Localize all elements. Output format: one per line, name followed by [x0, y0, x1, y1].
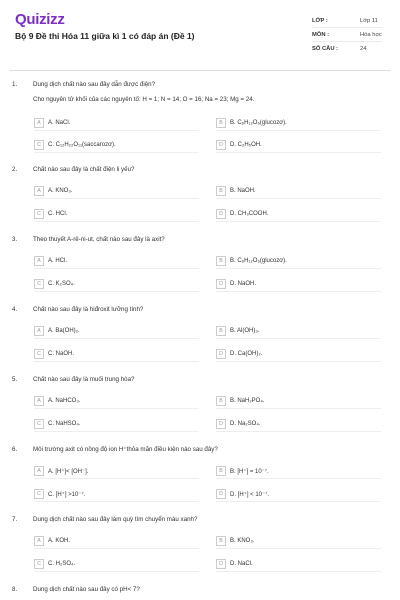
- option-a[interactable]: [34, 326, 80, 336]
- option-text: C. HCl.: [48, 211, 68, 217]
- option-underline: [216, 501, 381, 502]
- option-text: A. NaHCO₃.: [48, 398, 81, 404]
- option-underline: [34, 291, 199, 292]
- meta-label: MÔN :: [312, 31, 330, 38]
- option-text: D. Na₂SO₄.: [230, 421, 261, 427]
- option-text: C. H₂SO₄.: [48, 561, 76, 567]
- option-underline: [216, 152, 381, 153]
- quizizz-logo: Quizizz: [15, 11, 65, 28]
- option-text: B. KNO₃.: [230, 538, 255, 544]
- option-letter-box: D: [216, 489, 226, 499]
- meta-table: [312, 14, 382, 55]
- option-text: C. NaHSO₄.: [48, 421, 81, 427]
- option-letter-box: A: [34, 466, 44, 476]
- option-letter-box: D: [216, 349, 226, 359]
- option-underline: [34, 571, 199, 572]
- option-underline: [34, 548, 199, 549]
- option-d[interactable]: [216, 489, 269, 499]
- meta-value: 24: [360, 45, 367, 52]
- option-text: B. NaH₂PO₄.: [230, 398, 265, 404]
- option-letter-box: A: [34, 256, 44, 266]
- option-d[interactable]: [216, 349, 262, 359]
- meta-label: SỐ CÂU :: [312, 45, 339, 52]
- meta-row-subject: [312, 28, 382, 42]
- option-underline: [34, 152, 199, 153]
- option-letter-box: C: [34, 419, 44, 429]
- question-description: Cho nguyên tử khối của các nguyên tố: H = 1; N = 14; O = 16; Na = 23; Mg = 24.: [33, 96, 255, 103]
- question-text: Dung dịch chất nào sau đây làm quỳ tím chuyển màu xanh?: [33, 516, 198, 523]
- question-text: Theo thuyết A-rê-ni-ut, chất nào sau đây là axit?: [33, 236, 165, 243]
- question-text: Dung dịch chất nào sau đây có pH< 7?: [33, 586, 140, 593]
- option-underline: [216, 338, 381, 339]
- option-letter-box: D: [216, 419, 226, 429]
- option-underline: [216, 291, 381, 292]
- option-letter-box: C: [34, 209, 44, 219]
- question-number: 7.: [12, 516, 18, 523]
- document-header: [0, 0, 400, 70]
- option-a[interactable]: [34, 466, 89, 476]
- option-d[interactable]: [216, 419, 260, 429]
- option-letter-box: C: [34, 140, 44, 150]
- option-d[interactable]: [216, 209, 268, 219]
- question-text: Chất nào sau đây là muối trung hòa?: [33, 376, 135, 383]
- option-underline: [216, 548, 381, 549]
- option-underline: [216, 408, 381, 409]
- meta-row-count: [312, 42, 382, 55]
- option-text: D. C₂H₅OH.: [230, 142, 262, 148]
- option-letter-box: A: [34, 186, 44, 196]
- option-b[interactable]: [216, 326, 259, 336]
- option-letter-box: B: [216, 118, 226, 128]
- question-number: 5.: [12, 376, 18, 383]
- option-letter-box: D: [216, 559, 226, 569]
- option-letter-box: B: [216, 186, 226, 196]
- option-underline: [34, 478, 199, 479]
- option-letter-box: C: [34, 489, 44, 499]
- question-number: 1.: [12, 81, 18, 88]
- option-underline: [34, 408, 199, 409]
- option-letter-box: D: [216, 140, 226, 150]
- option-letter-box: B: [216, 536, 226, 546]
- option-text: A. KNO₃.: [48, 188, 73, 194]
- option-underline: [34, 268, 199, 269]
- question-number: 6.: [12, 446, 18, 453]
- option-c[interactable]: [34, 349, 74, 359]
- option-letter-box: A: [34, 118, 44, 128]
- option-text: A. HCl.: [48, 258, 68, 264]
- option-text: A. [H⁺]< [OH⁻].: [48, 468, 89, 475]
- option-underline: [34, 130, 199, 131]
- option-c[interactable]: [34, 489, 85, 499]
- option-c[interactable]: [34, 140, 116, 150]
- question-number: 4.: [12, 306, 18, 313]
- option-c[interactable]: [34, 279, 75, 289]
- option-text: D. [H⁺] < 10⁻⁷.: [230, 491, 270, 498]
- option-a[interactable]: [34, 536, 70, 546]
- option-underline: [216, 221, 381, 222]
- option-text: C. C₁₂H₂₂O₁₁(saccarozơ).: [48, 142, 116, 148]
- option-c[interactable]: [34, 559, 75, 569]
- option-b[interactable]: [216, 466, 269, 476]
- option-text: D. NaOH.: [230, 281, 257, 287]
- option-underline: [216, 571, 381, 572]
- option-underline: [216, 478, 381, 479]
- option-text: A. Ba(OH)₂.: [48, 328, 80, 334]
- question-number: 3.: [12, 236, 18, 243]
- option-underline: [34, 221, 199, 222]
- document-title: Bộ 9 Đề thi Hóa 11 giữa kì 1 có đáp án (Đề 1): [15, 31, 195, 41]
- option-text: B. [H⁺] = 10⁻⁷.: [230, 468, 269, 475]
- option-letter-box: B: [216, 396, 226, 406]
- option-text: D. Ca(OH)₂.: [230, 351, 263, 357]
- option-letter-box: D: [216, 279, 226, 289]
- option-letter-box: C: [34, 349, 44, 359]
- option-b[interactable]: [216, 256, 287, 266]
- option-a[interactable]: [34, 396, 80, 406]
- meta-value: Lớp 11: [360, 17, 378, 24]
- question-number: 8.: [12, 586, 18, 593]
- option-letter-box: D: [216, 209, 226, 219]
- option-b[interactable]: [216, 118, 287, 128]
- option-text: B. C₆H₁₂O₆(glucozơ).: [230, 120, 287, 126]
- option-text: D. NaCl.: [230, 561, 253, 567]
- option-a[interactable]: [34, 118, 70, 128]
- option-letter-box: A: [34, 326, 44, 336]
- meta-value: Hóa học: [360, 31, 382, 38]
- question-text: Chất nào sau đây là chất điện li yếu?: [33, 166, 135, 173]
- option-letter-box: A: [34, 536, 44, 546]
- option-letter-box: C: [34, 559, 44, 569]
- option-underline: [34, 338, 199, 339]
- option-c[interactable]: [34, 419, 80, 429]
- header-divider: [10, 70, 390, 71]
- option-b[interactable]: [216, 396, 264, 406]
- option-c[interactable]: [34, 209, 67, 219]
- option-d[interactable]: [216, 140, 262, 150]
- option-text: A. NaCl.: [48, 120, 71, 126]
- option-underline: [216, 198, 381, 199]
- option-underline: [216, 130, 381, 131]
- option-underline: [34, 431, 199, 432]
- question-text: Dung dịch chất nào sau đây dẫn được điện?: [33, 81, 156, 88]
- option-a[interactable]: [34, 256, 67, 266]
- meta-row-class: [312, 14, 382, 28]
- option-underline: [34, 501, 199, 502]
- question-text: Chất nào sau đây là hiđroxit lưỡng tính?: [33, 306, 144, 313]
- option-text: A. KOH.: [48, 538, 71, 544]
- option-underline: [34, 361, 199, 362]
- option-b[interactable]: [216, 536, 254, 546]
- option-letter-box: B: [216, 256, 226, 266]
- question-number: 2.: [12, 166, 18, 173]
- option-text: C. [H⁺] >10⁻⁷.: [48, 491, 86, 498]
- option-text: B. Al(OH)₃.: [230, 328, 260, 334]
- option-b[interactable]: [216, 186, 256, 196]
- question-text: Môi trường axit có nồng độ ion H⁺thỏa mãn điều kiện nào sau đây?: [33, 446, 218, 453]
- option-letter-box: A: [34, 396, 44, 406]
- option-d[interactable]: [216, 559, 253, 569]
- option-text: C. NaOH.: [48, 351, 75, 357]
- option-underline: [216, 361, 381, 362]
- option-text: D. CH₃COOH.: [230, 211, 269, 217]
- option-text: C. K₂SO₄.: [48, 281, 75, 287]
- option-letter-box: B: [216, 326, 226, 336]
- option-text: B. NaOH.: [230, 188, 256, 194]
- option-letter-box: C: [34, 279, 44, 289]
- option-d[interactable]: [216, 279, 256, 289]
- option-a[interactable]: [34, 186, 72, 196]
- option-underline: [216, 268, 381, 269]
- option-underline: [216, 431, 381, 432]
- meta-label: LỚP :: [312, 17, 328, 24]
- option-underline: [34, 198, 199, 199]
- option-letter-box: B: [216, 466, 226, 476]
- option-text: B. C₆H₁₂O₆(glucozơ).: [230, 258, 287, 264]
